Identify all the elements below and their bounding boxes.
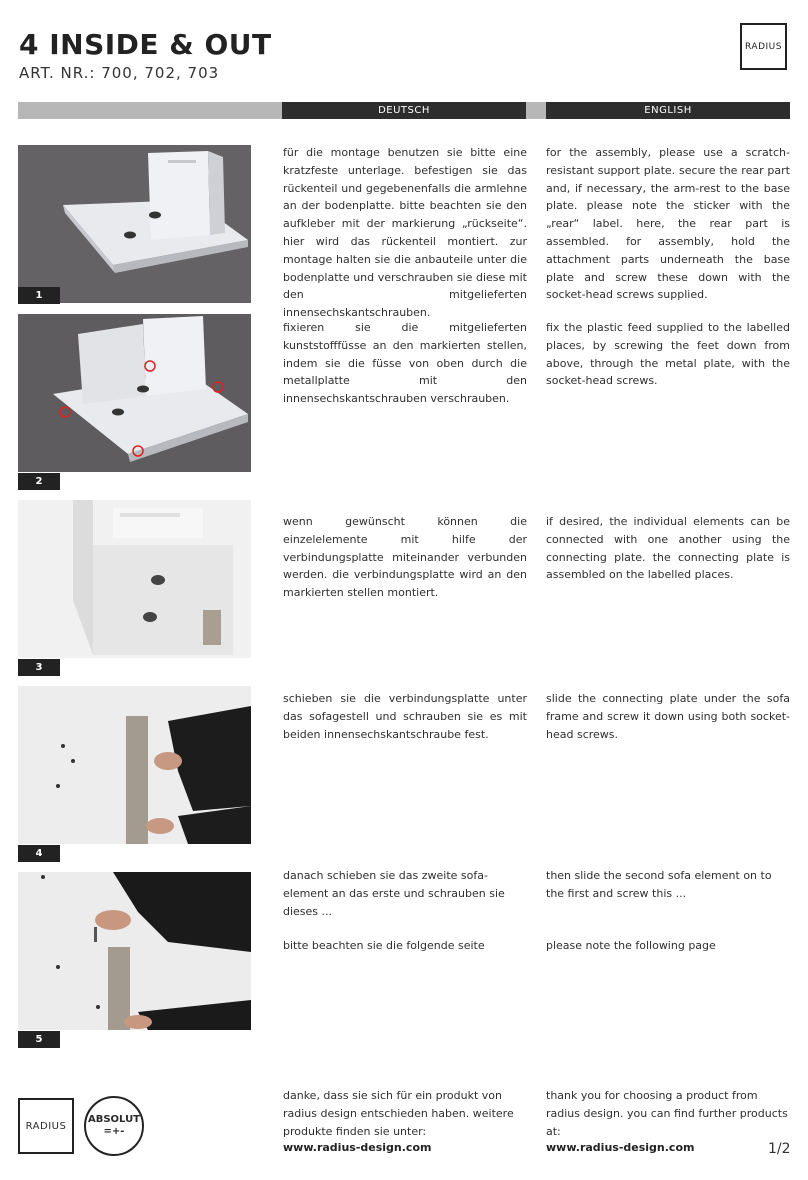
absolut-logo-symbols: =+-	[103, 1126, 125, 1137]
page-number: 1/2	[768, 1141, 791, 1157]
step-2-text-en: fix the plastic feed supplied to the labelled places, by screwing the feet down from above, through the metal plate, with the socket-head screws.	[546, 321, 790, 388]
step-1-text-en: for the assembly, please use a scratch-resistant support plate. secure the rear part and, if necessary, the arm-rest to the base plate. please note the sticker with the „rear“ label. here, the rear part is assembled. for assembly, hold the attachment parts underneath the base plate and screw these down with the socket-head screws supplied.	[546, 146, 790, 302]
step-5-photo	[18, 872, 251, 1030]
step-2-text-de: fixieren sie die mitgelieferten kunststofffüsse an den markierten stellen, indem sie die füsse von oben durch die metallplatte mit den innensechskantschrauben verschrauben.	[283, 321, 527, 406]
step-5-text-en: then slide the second sofa element on to the first and screw this ...	[546, 869, 772, 900]
step-3-photo	[18, 500, 251, 658]
step-1-text-de: für die montage benutzen sie bitte eine kratzfeste unterlage. befestigen sie das rückenteil und gegebenenfalls die armlehne an der bodenplatte. bitte beachten sie den aufkleber mit der markierung „rückseite“. hier wird das rückenteil montiert. zur montage halten sie die anbauteile unter die bodenplatte und verschrauben sie diese mit den mitgelieferten innensechskantschrauben.	[283, 146, 527, 320]
article-numbers: ART. NR.: 700, 702, 703	[19, 64, 220, 82]
step-3-text-de: wenn gewünscht können die einzelelemente mit hilfe der verbindungsplatte miteinander verbunden werden. die verbindungsplatte wird an den markierten stellen montiert.	[283, 515, 527, 600]
header-bar-gap	[526, 102, 546, 119]
step-5-text-de: danach schieben sie das zweite sofa-element an das erste und schrauben sie dieses ...	[283, 869, 505, 918]
step-3-text-en: if desired, the individual elements can be connected with one another using the connecting plate. the connecting plate is assembled on the labelled places.	[546, 515, 790, 582]
footer-radius-logo: RADIUS	[18, 1098, 74, 1154]
step-4-text-en: slide the connecting plate under the sofa frame and screw it down using both socket-head screws.	[546, 692, 790, 741]
radius-logo: RADIUS	[740, 23, 787, 70]
absolut-logo-text: ABSOLUT	[87, 1114, 141, 1125]
step-5-note-en: please note the following page	[546, 939, 716, 952]
header-bar-left	[18, 102, 282, 119]
step-4-number: 4	[18, 845, 60, 862]
page-title: 4 INSIDE & OUT	[19, 28, 272, 61]
column-header-deutsch: DEUTSCH	[282, 102, 526, 119]
footer-thanks-en: thank you for choosing a product from radius design. you can find further products at:	[546, 1089, 788, 1138]
step-3-number: 3	[18, 659, 60, 676]
step-4-photo	[18, 686, 251, 844]
step-2-photo	[18, 314, 251, 472]
step-4-text-de: schieben sie die verbindungsplatte unter das sofagestell und schrauben sie es mit beiden innensechskantschraube fest.	[283, 692, 527, 741]
footer-thanks-de: danke, dass sie sich für ein produkt von radius design entschieden haben. weitere produkte finden sie unter:	[283, 1089, 514, 1138]
step-1-number: 1	[18, 287, 60, 304]
step-5-note-de: bitte beachten sie die folgende seite	[283, 939, 485, 952]
column-header-english: ENGLISH	[546, 102, 790, 119]
step-2-number: 2	[18, 473, 60, 490]
step-1-photo	[18, 145, 251, 303]
footer-absolut-logo	[84, 1096, 144, 1156]
step-5-number: 5	[18, 1031, 60, 1048]
footer-link-de[interactable]: www.radius-design.com	[283, 1141, 432, 1154]
footer-link-en[interactable]: www.radius-design.com	[546, 1141, 695, 1154]
